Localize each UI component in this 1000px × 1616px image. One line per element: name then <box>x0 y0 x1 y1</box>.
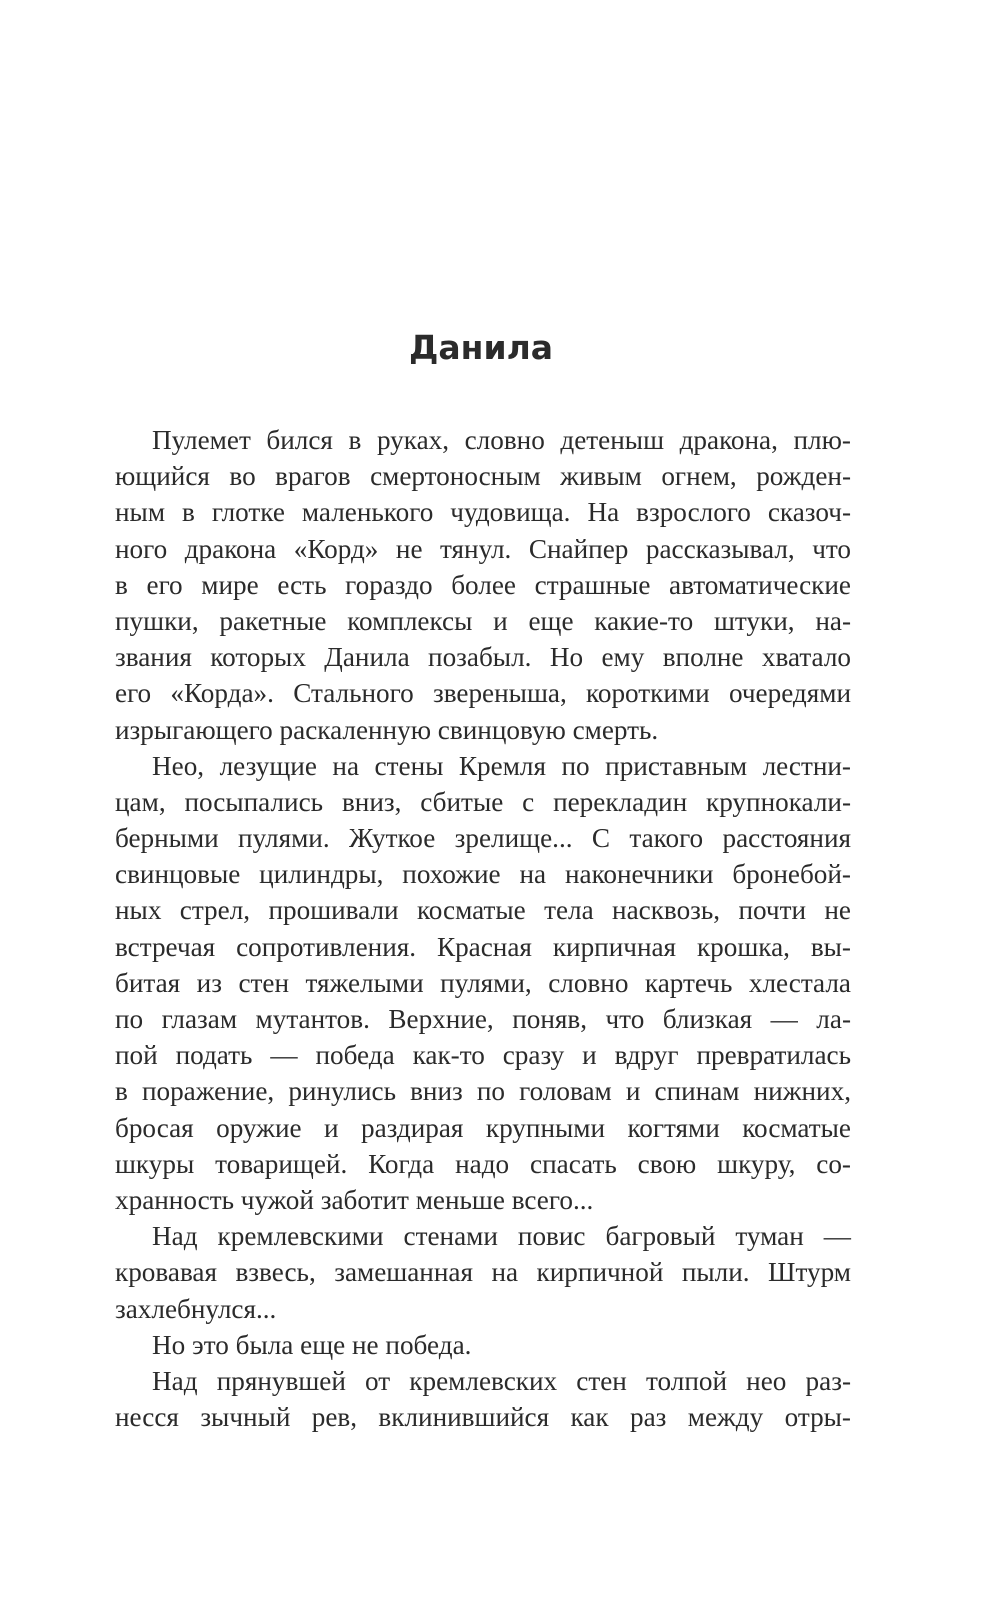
text-line: цам, посыпались вниз, сбитые с перекладин крупнокали- <box>115 786 851 817</box>
text-line: захлебнулся... <box>115 1293 277 1324</box>
text-line: кровавая взвесь, замешанная на кирпичной пыли. Штурм <box>115 1257 851 1288</box>
text-line: ных стрел, прошивали косматые тела насквозь, почти не <box>115 895 851 926</box>
text-line: в его мире есть гораздо более страшные автоматические <box>115 569 851 600</box>
text-line: изрыгающего раскаленную свинцовую смерть. <box>115 714 659 745</box>
text-line: встречая сопротивления. Красная кирпичная крошка, вы- <box>115 931 851 962</box>
text-line: берными пулями. Жуткое зрелище... С такого расстояния <box>115 823 851 854</box>
text-line: Над прянувшей от кремлевских стен толпой нео раз- <box>152 1365 851 1396</box>
text-line: несся зычный рев, вклинившийся как раз между отры- <box>115 1402 851 1433</box>
text-line: битая из стен тяжелыми пулями, словно картечь хлестала <box>115 967 851 998</box>
text-line: ного дракона «Корд» не тянул. Снайпер рассказывал, что <box>115 533 851 564</box>
text-line: пой подать — победа как-то сразу и вдруг превратилась <box>115 1040 851 1071</box>
text-line: свинцовые цилиндры, похожие на наконечники бронебой- <box>115 859 851 890</box>
text-line: шкуры товарищей. Когда надо спасать свою шкуру, со- <box>115 1148 851 1179</box>
text-line: Но это была еще не победа. <box>152 1329 472 1360</box>
text-line: в поражение, ринулись вниз по головам и спинам нижних, <box>115 1076 851 1107</box>
text-line: Над кремлевскими стенами повис багровый туман — <box>152 1221 851 1252</box>
text-line: бросая оружие и раздирая крупными когтями косматые <box>115 1112 851 1143</box>
text-line: хранность чужой заботит меньше всего... <box>115 1184 594 1215</box>
text-line: ющийся во врагов смертоносным живым огнем, рожден- <box>115 461 851 492</box>
text-line: его «Корда». Стального звереныша, короткими очередями <box>115 678 851 709</box>
body-text <box>115 422 851 1435</box>
text-line: Пулемет бился в руках, словно детеныш дракона, плю- <box>152 425 851 455</box>
text-line: пушки, ракетные комплексы и еще какие-то штуки, на- <box>115 605 851 636</box>
chapter-title: Данила <box>408 328 554 367</box>
text-line: звания которых Данила позабыл. Но ему вполне хватало <box>115 642 851 673</box>
text-line: Нео, лезущие на стены Кремля по приставным лестни- <box>152 750 851 781</box>
text-line: ным в глотке маленького чудовища. На взрослого сказоч- <box>115 497 851 528</box>
text-line: по глазам мутантов. Верхние, поняв, что близкая — ла- <box>115 1004 851 1034</box>
